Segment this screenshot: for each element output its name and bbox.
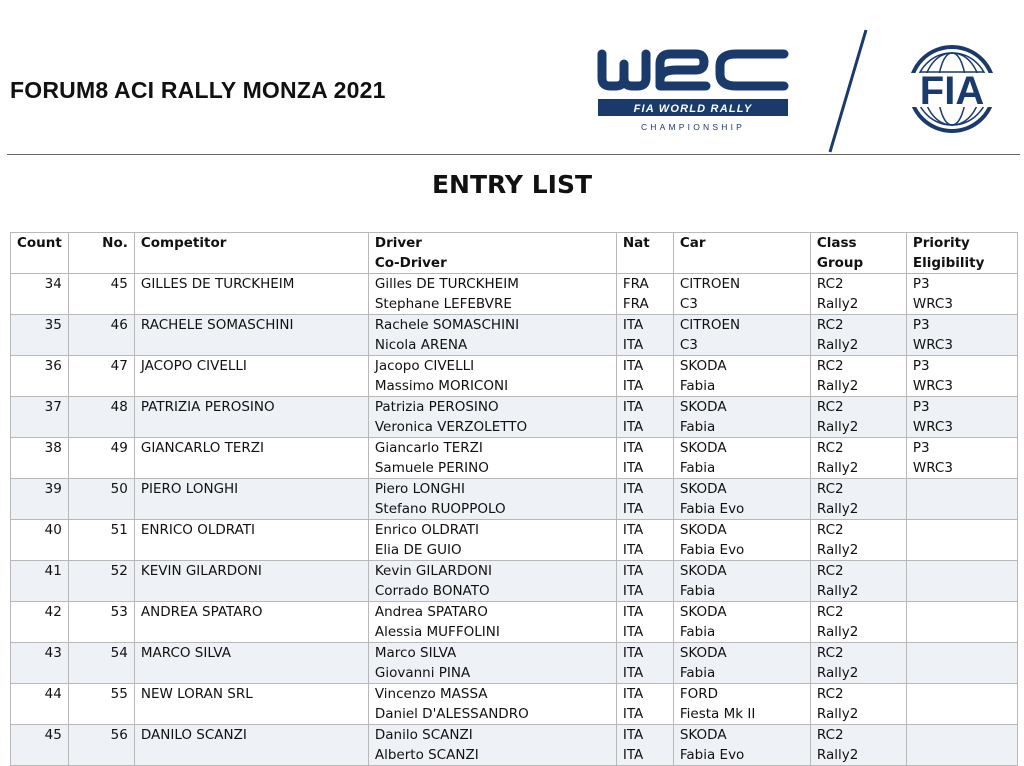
car-number: 52 [110,563,128,579]
divider-slash [826,28,870,154]
svg-text:CHAMPIONSHIP: CHAMPIONSHIP [640,122,746,132]
driver-name: Marco SILVA [374,645,457,661]
driver-name: Jacopo CIVELLI [374,358,475,374]
competitor-name: DANILO SCANZI [140,727,247,743]
competitor-cell [134,438,368,479]
driver-nat: ITA [622,317,644,333]
nat-cell [616,520,673,561]
driver-name: Andrea SPATARO [374,604,488,620]
driver-nat: ITA [622,399,644,415]
table-row [11,684,1018,725]
car-class: RC2 [816,481,844,497]
codriver-nat: ITA [622,583,644,599]
car-group: Rally2 [816,419,859,435]
class-cell [810,725,906,766]
car-model: Fabia [679,624,716,640]
car-model: C3 [679,296,698,312]
table-row [11,643,1018,684]
car-make: CITROEN [679,317,741,333]
header-no: No. [68,233,134,274]
codriver-nat: ITA [622,419,644,435]
codriver-name: Stephane LEFEBVRE [374,296,512,312]
competitor-cell [134,274,368,315]
nat-cell [616,684,673,725]
crew-cell [368,602,616,643]
count-cell [11,479,69,520]
car-group: Rally2 [816,706,859,722]
driver-name: Rachele SOMASCHINI [374,317,520,333]
codriver-nat: ITA [622,378,644,394]
car-group: Rally2 [816,624,859,640]
codriver-nat: ITA [622,501,644,517]
driver-name: Patrizia PEROSINO [374,399,499,415]
count-cell [11,602,69,643]
count-cell [11,643,69,684]
number-cell [68,274,134,315]
car-make: SKODA [679,563,727,579]
count-value: 39 [44,481,62,497]
codriver-name: Alessia MUFFOLINI [374,624,500,640]
priority-cell [906,602,1017,643]
car-model: Fabia Evo [679,501,745,517]
eligibility-value: WRC3 [912,378,953,394]
driver-nat: FRA [622,276,649,292]
car-number: 46 [110,317,128,333]
table-row [11,520,1018,561]
car-cell [673,602,810,643]
competitor-name: GIANCARLO TERZI [140,440,265,456]
count-cell [11,274,69,315]
car-class: RC2 [816,522,844,538]
crew-cell [368,479,616,520]
priority-value: P3 [912,358,930,374]
priority-cell [906,438,1017,479]
driver-nat: ITA [622,686,644,702]
car-make: SKODA [679,440,727,456]
car-class: RC2 [816,399,844,415]
driver-name: Kevin GILARDONI [374,563,492,579]
car-class: RC2 [816,604,844,620]
driver-nat: ITA [622,604,644,620]
priority-value: P3 [912,276,930,292]
competitor-cell [134,397,368,438]
codriver-nat: ITA [622,460,644,476]
car-model: Fabia [679,665,716,681]
car-number: 50 [110,481,128,497]
competitor-cell [134,356,368,397]
number-cell [68,684,134,725]
header-competitor: Competitor [134,233,368,274]
crew-cell [368,520,616,561]
count-cell [11,561,69,602]
class-cell [810,438,906,479]
count-cell [11,356,69,397]
nat-cell [616,725,673,766]
count-value: 40 [44,522,62,538]
car-group: Rally2 [816,542,859,558]
car-make: FORD [679,686,719,702]
nat-cell [616,602,673,643]
car-cell [673,561,810,602]
car-number: 53 [110,604,128,620]
car-cell [673,684,810,725]
car-make: SKODA [679,358,727,374]
car-model: Fabia [679,378,716,394]
priority-cell [906,725,1017,766]
competitor-cell [134,561,368,602]
priority-cell [906,479,1017,520]
header-divider [7,154,1020,155]
codriver-name: Elia DE GUIO [374,542,462,558]
count-value: 35 [44,317,62,333]
competitor-name: NEW LORAN SRL [140,686,253,702]
codriver-name: Corrado BONATO [374,583,490,599]
header-count: Count [11,233,69,274]
priority-cell [906,520,1017,561]
codriver-nat: FRA [622,296,649,312]
car-class: RC2 [816,563,844,579]
car-number: 47 [110,358,128,374]
codriver-name: Daniel D'ALESSANDRO [374,706,529,722]
nat-cell [616,438,673,479]
crew-cell [368,356,616,397]
competitor-cell [134,315,368,356]
page-header [0,0,1024,160]
header-priority-eligibility [906,233,1017,274]
document-title: ENTRY LIST [431,170,593,199]
car-make: SKODA [679,522,727,538]
competitor-name: KEVIN GILARDONI [140,563,262,579]
count-cell [11,397,69,438]
competitor-cell [134,602,368,643]
codriver-name: Alberto SCANZI [374,747,479,763]
crew-cell [368,274,616,315]
driver-nat: ITA [622,358,644,374]
nat-cell [616,315,673,356]
nat-cell [616,356,673,397]
driver-nat: ITA [622,440,644,456]
svg-text:FIA WORLD RALLY: FIA WORLD RALLY [633,103,753,115]
nat-cell [616,479,673,520]
car-cell [673,397,810,438]
entry-list-table [10,232,1018,766]
number-cell [68,725,134,766]
codriver-nat: ITA [622,747,644,763]
nat-cell [616,561,673,602]
header-priority: Priority [912,235,970,251]
car-model: Fabia [679,460,716,476]
car-make: SKODA [679,727,727,743]
car-number: 48 [110,399,128,415]
competitor-name: MARCO SILVA [140,645,231,661]
crew-cell [368,643,616,684]
driver-nat: ITA [622,645,644,661]
car-group: Rally2 [816,337,859,353]
class-cell [810,561,906,602]
priority-cell [906,397,1017,438]
car-cell [673,315,810,356]
car-number: 51 [110,522,128,538]
competitor-cell [134,643,368,684]
car-class: RC2 [816,727,844,743]
car-make: SKODA [679,481,727,497]
car-group: Rally2 [816,296,859,312]
number-cell [68,397,134,438]
driver-name: Piero LONGHI [374,481,465,497]
count-value: 42 [44,604,62,620]
car-class: RC2 [816,440,844,456]
header-class-group [810,233,906,274]
header-nat: Nat [616,233,673,274]
car-model: C3 [679,337,698,353]
driver-name: Enrico OLDRATI [374,522,480,538]
wrc-logo [594,44,794,136]
header-driver: Driver [374,235,422,251]
class-cell [810,520,906,561]
count-cell [11,315,69,356]
count-cell [11,438,69,479]
fia-logo [888,44,1016,134]
driver-name: Giancarlo TERZI [374,440,483,456]
car-make: SKODA [679,645,727,661]
car-class: RC2 [816,317,844,333]
table-row [11,438,1018,479]
table-row [11,479,1018,520]
competitor-name: RACHELE SOMASCHINI [140,317,294,333]
competitor-name: ANDREA SPATARO [140,604,263,620]
car-make: CITROEN [679,276,741,292]
crew-cell [368,397,616,438]
car-group: Rally2 [816,583,859,599]
number-cell [68,561,134,602]
codriver-name: Veronica VERZOLETTO [374,419,528,435]
count-value: 36 [44,358,62,374]
header-car: Car [673,233,810,274]
car-number: 54 [110,645,128,661]
competitor-cell [134,725,368,766]
car-number: 55 [110,686,128,702]
car-model: Fabia [679,419,716,435]
driver-name: Danilo SCANZI [374,727,473,743]
car-model: Fabia Evo [679,542,745,558]
table-row [11,725,1018,766]
car-class: RC2 [816,686,844,702]
table-row [11,315,1018,356]
table-row [11,602,1018,643]
codriver-nat: ITA [622,706,644,722]
number-cell [68,438,134,479]
driver-name: Vincenzo MASSA [374,686,488,702]
class-cell [810,315,906,356]
number-cell [68,315,134,356]
priority-cell [906,684,1017,725]
driver-nat: ITA [622,727,644,743]
competitor-name: PIERO LONGHI [140,481,239,497]
crew-cell [368,725,616,766]
header-codriver: Co-Driver [374,255,447,271]
class-cell [810,684,906,725]
priority-cell [906,315,1017,356]
eligibility-value: WRC3 [912,337,953,353]
class-cell [810,274,906,315]
count-value: 37 [44,399,62,415]
car-model: Fabia [679,583,716,599]
car-number: 49 [110,440,128,456]
car-group: Rally2 [816,378,859,394]
class-cell [810,397,906,438]
car-group: Rally2 [816,460,859,476]
car-group: Rally2 [816,665,859,681]
event-title: FORUM8 ACI RALLY MONZA 2021 [10,77,386,103]
crew-cell [368,315,616,356]
driver-nat: ITA [622,522,644,538]
car-model: Fiesta Mk II [679,706,756,722]
count-value: 38 [44,440,62,456]
priority-cell [906,356,1017,397]
number-cell [68,602,134,643]
car-cell [673,479,810,520]
car-make: SKODA [679,604,727,620]
car-number: 45 [110,276,128,292]
table-row [11,274,1018,315]
competitor-cell [134,684,368,725]
car-cell [673,438,810,479]
table-row [11,397,1018,438]
car-class: RC2 [816,276,844,292]
nat-cell [616,643,673,684]
priority-cell [906,561,1017,602]
priority-value: P3 [912,317,930,333]
number-cell [68,479,134,520]
header-eligibility: Eligibility [912,255,985,271]
count-cell [11,520,69,561]
number-cell [68,520,134,561]
crew-cell [368,684,616,725]
table-row [11,356,1018,397]
car-cell [673,725,810,766]
driver-nat: ITA [622,563,644,579]
car-model: Fabia Evo [679,747,745,763]
eligibility-value: WRC3 [912,419,953,435]
priority-cell [906,643,1017,684]
competitor-name: ENRICO OLDRATI [140,522,255,538]
car-class: RC2 [816,645,844,661]
car-group: Rally2 [816,747,859,763]
competitor-cell [134,479,368,520]
class-cell [810,643,906,684]
crew-cell [368,561,616,602]
class-cell [810,479,906,520]
car-group: Rally2 [816,501,859,517]
codriver-name: Massimo MORICONI [374,378,509,394]
svg-text:FIA: FIA [919,69,985,113]
nat-cell [616,397,673,438]
car-cell [673,643,810,684]
crew-cell [368,438,616,479]
number-cell [68,356,134,397]
driver-nat: ITA [622,481,644,497]
eligibility-value: WRC3 [912,296,953,312]
priority-value: P3 [912,440,930,456]
codriver-nat: ITA [622,624,644,640]
priority-cell [906,274,1017,315]
eligibility-value: WRC3 [912,460,953,476]
car-cell [673,274,810,315]
count-value: 41 [44,563,62,579]
class-cell [810,356,906,397]
competitor-name: GILLES DE TURCKHEIM [140,276,295,292]
car-number: 56 [110,727,128,743]
codriver-nat: ITA [622,337,644,353]
car-cell [673,356,810,397]
competitor-name: JACOPO CIVELLI [140,358,247,374]
codriver-name: Samuele PERINO [374,460,489,476]
count-value: 45 [44,727,62,743]
car-cell [673,520,810,561]
priority-value: P3 [912,399,930,415]
count-value: 44 [44,686,62,702]
table-header-row [11,233,1018,274]
nat-cell [616,274,673,315]
codriver-name: Giovanni PINA [374,665,471,681]
count-cell [11,684,69,725]
competitor-cell [134,520,368,561]
car-make: SKODA [679,399,727,415]
codriver-name: Stefano RUOPPOLO [374,501,506,517]
codriver-nat: ITA [622,665,644,681]
header-driver-codriver [368,233,616,274]
header-group: Group [816,255,864,271]
number-cell [68,643,134,684]
table-row [11,561,1018,602]
count-value: 43 [44,645,62,661]
count-cell [11,725,69,766]
class-cell [810,602,906,643]
codriver-name: Nicola ARENA [374,337,468,353]
driver-name: Gilles DE TURCKHEIM [374,276,519,292]
car-class: RC2 [816,358,844,374]
competitor-name: PATRIZIA PEROSINO [140,399,275,415]
header-class: Class [816,235,857,251]
codriver-nat: ITA [622,542,644,558]
count-value: 34 [44,276,62,292]
